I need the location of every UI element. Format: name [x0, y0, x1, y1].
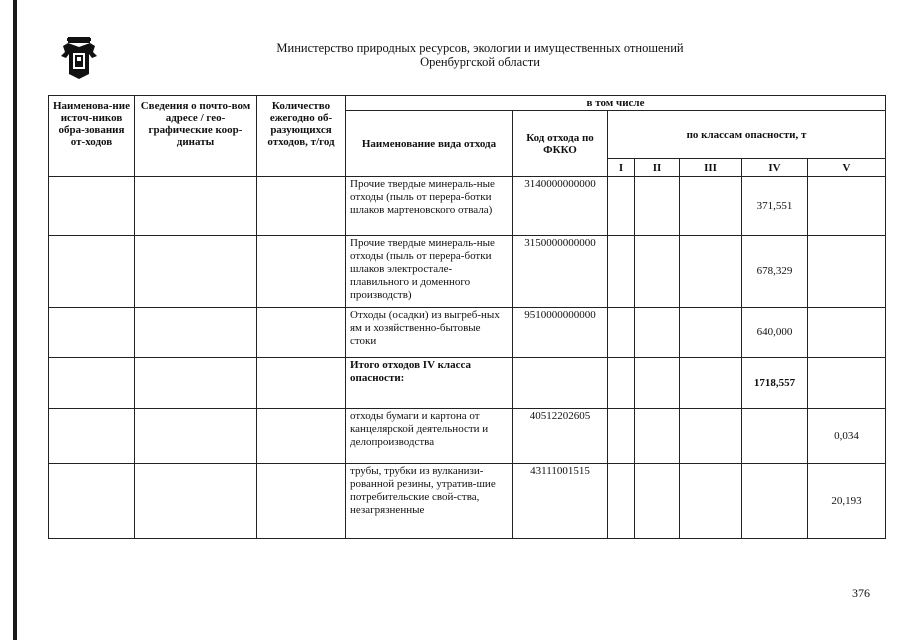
waste-name-cell: трубы, трубки из вулканизи-рованной резины, утратив-шие потребительские свой-ства, незагрязненные: [346, 464, 513, 539]
page-number: 376: [852, 586, 870, 600]
table-row: [49, 358, 886, 409]
table-row: [49, 236, 886, 308]
header-source-name: Наименова-ние источ-ников обра-зования от-ходов: [49, 96, 135, 177]
header-class-2: II: [635, 159, 680, 177]
waste-code-cell: 3140000000000: [513, 177, 608, 236]
header-class-5: V: [808, 159, 886, 177]
class-4-value: 678,329: [742, 236, 808, 308]
class-5-value: 0,034: [808, 409, 886, 464]
class-5-value: [808, 358, 886, 409]
subtotal-label: Итого отходов IV класса опасности:: [346, 358, 513, 409]
class-4-value: [742, 464, 808, 539]
waste-name-cell: Прочие твердые минераль-ные отходы (пыль от перера-ботки шлаков электростале-плавильного и доменного производств): [346, 236, 513, 308]
coat-of-arms-icon: [59, 36, 99, 80]
header-class-4: IV: [742, 159, 808, 177]
waste-code-cell: 43111001515: [513, 464, 608, 539]
left-margin-rule: [13, 0, 17, 640]
waste-code-cell: [513, 358, 608, 409]
header-class-3: III: [680, 159, 742, 177]
waste-code-cell: 9510000000000: [513, 308, 608, 358]
class-4-value: [742, 409, 808, 464]
waste-table: [48, 95, 886, 539]
header-class-1: I: [608, 159, 635, 177]
class-4-value: 371,551: [742, 177, 808, 236]
table-row: [49, 464, 886, 539]
table-row: [49, 177, 886, 236]
table-row: [49, 409, 886, 464]
waste-code-cell: 3150000000000: [513, 236, 608, 308]
header-quantity: Количество ежегодно об-разующихся отходов, т/год: [257, 96, 346, 177]
header-waste-type: Наименование вида отхода: [346, 111, 513, 177]
class-5-value: [808, 177, 886, 236]
class-5-value: [808, 236, 886, 308]
table-row: [49, 308, 886, 358]
class-5-value: 20,193: [808, 464, 886, 539]
header-hazard-classes: по классам опасности, т: [608, 111, 886, 159]
waste-code-cell: 40512202605: [513, 409, 608, 464]
waste-name-cell: отходы бумаги и картона от канцелярской деятельности и делопроизводства: [346, 409, 513, 464]
header-including: в том числе: [346, 96, 886, 111]
waste-name-cell: Прочие твердые минераль-ные отходы (пыль от перера-ботки шлаков мартеновского отвала): [346, 177, 513, 236]
class-4-value: 640,000: [742, 308, 808, 358]
waste-name-cell: Отходы (осадки) из выгреб-ных ям и хозяйственно-бытовые стоки: [346, 308, 513, 358]
header-address: Сведения о почто-вом адресе / гео-графические коор-динаты: [135, 96, 257, 177]
class-5-value: [808, 308, 886, 358]
header-fkko-code: Код отхода по ФККО: [513, 111, 608, 177]
subtotal-class-4-value: 1718,557: [742, 358, 808, 409]
region-title: Оренбургской области: [420, 55, 540, 69]
ministry-title: Министерство природных ресурсов, экологии и имущественных отношений: [276, 41, 684, 55]
